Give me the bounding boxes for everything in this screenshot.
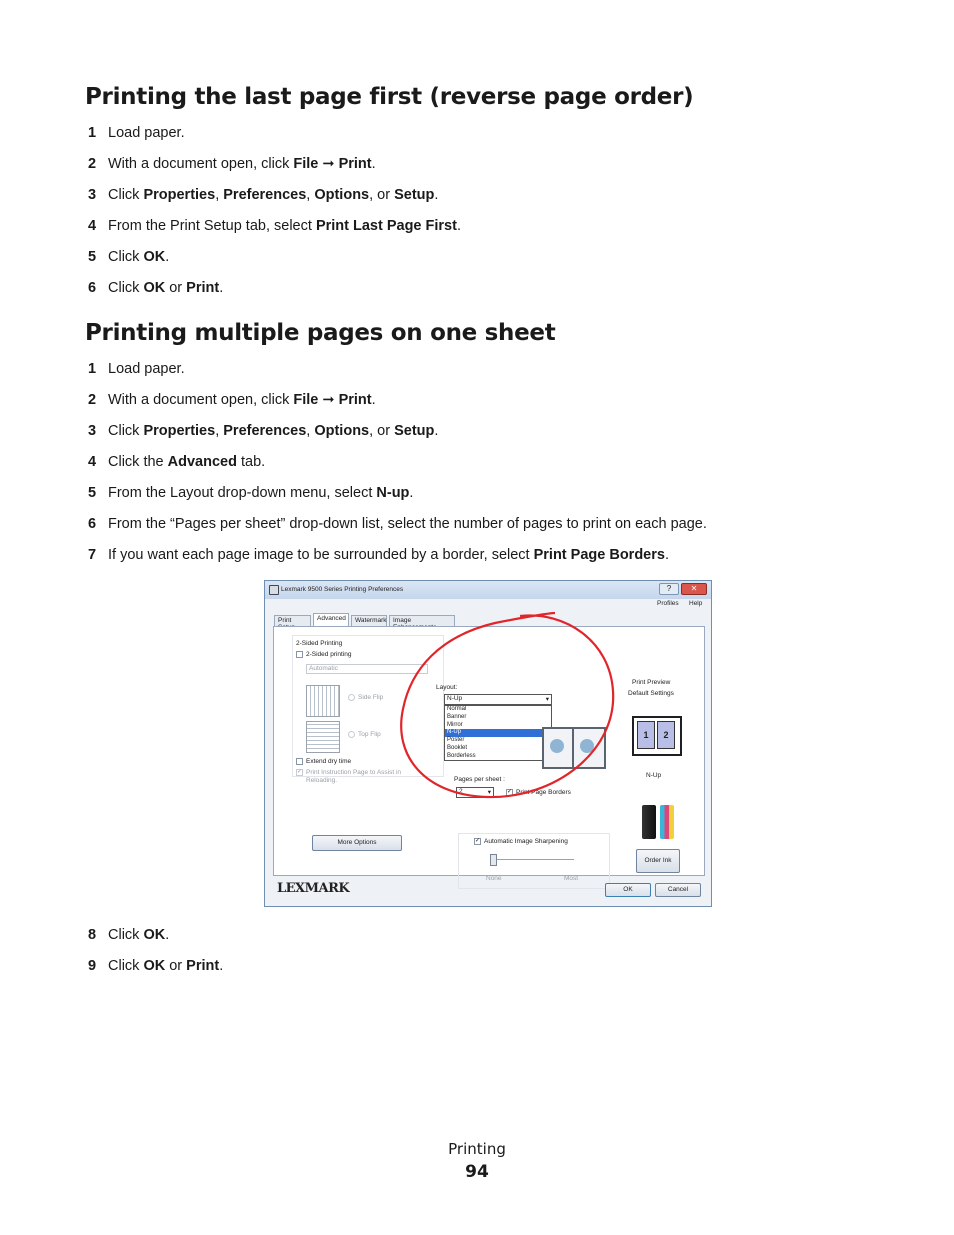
step-item xyxy=(88,248,169,266)
lexmark-logo: LEXMARK xyxy=(277,881,350,896)
layout-option[interactable]: Booklet xyxy=(447,744,468,751)
step-emphasis: Properties xyxy=(143,187,216,203)
step-text: tab. xyxy=(236,454,266,470)
two-sided-checkbox[interactable] xyxy=(296,651,303,658)
step-emphasis: Setup xyxy=(394,187,435,203)
step-number: 8 xyxy=(88,927,97,943)
step-text: . xyxy=(434,423,439,439)
section-heading-multiple-pages: Printing multiple pages on one sheet xyxy=(85,320,556,346)
sharpening-slider-handle[interactable] xyxy=(490,854,497,866)
layout-select-value: N-Up xyxy=(447,695,463,702)
step-emphasis: OK xyxy=(143,280,166,296)
step-item xyxy=(88,279,223,297)
two-sided-group-label: 2-Sided Printing xyxy=(296,640,343,647)
pages-per-sheet-label: Pages per sheet : xyxy=(454,776,505,783)
step-emphasis: OK xyxy=(143,927,166,943)
step-emphasis: Options xyxy=(314,187,370,203)
pages-per-sheet-value: 2 xyxy=(459,788,463,795)
top-flip-label: Top Flip xyxy=(358,731,381,738)
step-emphasis: File xyxy=(293,156,319,172)
step-number: 4 xyxy=(88,218,97,234)
step-number: 2 xyxy=(88,392,97,408)
auto-sharpening-checkbox[interactable]: ✓ xyxy=(475,838,481,844)
step-text: , xyxy=(215,423,224,439)
step-text: or xyxy=(165,280,187,296)
step-number: 3 xyxy=(88,423,97,439)
preview-caption: N-Up xyxy=(646,772,662,779)
step-item xyxy=(88,391,376,409)
step-text: Click the xyxy=(108,454,168,470)
step-emphasis: Print xyxy=(186,280,220,296)
step-number: 5 xyxy=(88,485,97,501)
print-instruction-checkbox[interactable]: ✓ xyxy=(297,769,303,775)
preview-page-1: 1 xyxy=(637,721,655,749)
layout-option[interactable]: Poster xyxy=(447,737,465,744)
extend-dry-label: Extend dry time xyxy=(306,758,352,765)
step-number: 7 xyxy=(88,547,97,563)
tab-print-setup[interactable]: Print xyxy=(274,615,311,627)
step-emphasis: Print Last Page First xyxy=(315,218,457,234)
chevron-down-icon: ▾ xyxy=(545,696,549,703)
more-options-button[interactable]: More Options xyxy=(312,835,402,851)
footer-section-name: Printing xyxy=(448,1140,506,1158)
layout-option[interactable]: Borderless xyxy=(447,752,476,759)
step-text: . xyxy=(456,218,461,234)
photo-globe-icon xyxy=(550,739,564,753)
close-icon[interactable]: ✕ xyxy=(681,583,707,595)
step-text: . xyxy=(434,187,439,203)
step-text: , xyxy=(306,423,315,439)
layout-option[interactable]: Normal xyxy=(447,706,467,712)
step-number: 9 xyxy=(88,958,97,974)
step-emphasis: Print xyxy=(338,156,372,172)
extend-dry-checkbox[interactable] xyxy=(296,758,303,765)
page-number: 94 xyxy=(465,1162,489,1182)
preview-page-2: 2 xyxy=(657,721,675,749)
sharpening-slider-track xyxy=(490,859,574,860)
step-text: . xyxy=(219,280,224,296)
step-text: Click xyxy=(108,187,144,203)
step-item xyxy=(88,422,438,440)
layout-label: Layout: xyxy=(436,684,458,691)
print-preview-label: Print Preview xyxy=(632,679,671,686)
ok-button[interactable]: OK xyxy=(605,883,651,897)
menu-profiles[interactable]: Profiles xyxy=(657,600,679,607)
step-emphasis: Print Page Borders xyxy=(533,547,665,563)
step-item xyxy=(88,453,265,471)
step-number: 4 xyxy=(88,454,97,470)
step-number: 6 xyxy=(88,516,97,532)
ink-cartridges-icon xyxy=(660,805,674,839)
step-emphasis: File xyxy=(293,392,319,408)
step-text: Click xyxy=(108,280,144,296)
step-text: Click xyxy=(108,423,144,439)
step-text: . xyxy=(165,249,170,265)
step-number: 6 xyxy=(88,280,97,296)
print-page-borders-checkbox[interactable]: ✓ xyxy=(507,789,513,795)
step-text: ➞ xyxy=(318,392,339,408)
slider-most-label: Most xyxy=(564,875,579,882)
default-settings-label: Default Settings xyxy=(628,690,674,697)
auto-sharpening-label: Automatic Image Sharpening xyxy=(484,838,568,845)
step-number: 1 xyxy=(88,125,97,141)
step-text: Load paper. xyxy=(108,125,185,141)
step-text: , or xyxy=(369,423,395,439)
step-emphasis: Preferences xyxy=(223,423,307,439)
step-emphasis: Properties xyxy=(143,423,216,439)
section-heading-reverse-order: Printing the last page first (reverse page order) xyxy=(85,84,694,110)
layout-option[interactable]: Banner xyxy=(447,713,467,720)
printer-icon xyxy=(269,585,279,595)
tab-watermark[interactable]: Watermark xyxy=(351,615,387,627)
print-page-borders-label: Print Page Borders xyxy=(516,789,571,796)
step-number: 2 xyxy=(88,156,97,172)
step-text: From the “Pages per sheet” drop-down list, select the number of pages to print on each page. xyxy=(108,516,707,532)
ink-cartridges-icon xyxy=(642,805,656,839)
help-icon[interactable]: ? xyxy=(659,583,679,595)
step-emphasis: OK xyxy=(143,249,166,265)
step-item xyxy=(88,360,185,378)
step-text: . xyxy=(371,156,376,172)
step-text: , xyxy=(306,187,315,203)
pages-per-sheet-select[interactable] xyxy=(456,787,494,798)
layout-select[interactable] xyxy=(444,694,552,705)
step-text: , xyxy=(215,187,224,203)
slider-none-label: None xyxy=(486,875,502,882)
step-item xyxy=(88,155,376,173)
advanced-panel xyxy=(273,626,705,882)
layout-option[interactable]: Mirror xyxy=(447,721,463,728)
step-item xyxy=(88,186,438,204)
top-flip-radio[interactable] xyxy=(348,731,355,738)
step-emphasis: OK xyxy=(143,958,166,974)
step-text: With a document open, click xyxy=(108,392,294,408)
step-item xyxy=(88,546,669,564)
step-text: or xyxy=(165,958,187,974)
step-item xyxy=(88,926,169,944)
step-emphasis: Print xyxy=(338,392,372,408)
layout-dropdown-list[interactable] xyxy=(444,705,552,761)
print-instruction-label-line2: Reloading. xyxy=(306,777,338,784)
step-emphasis: Print xyxy=(186,958,220,974)
print-instruction-label: Print Instruction Page to Assist in xyxy=(306,769,402,776)
printing-preferences-dialog-screenshot xyxy=(264,580,712,907)
menu-help[interactable]: Help xyxy=(689,600,703,607)
step-emphasis: Options xyxy=(314,423,370,439)
step-item xyxy=(88,957,223,975)
top-flip-icon xyxy=(306,721,340,753)
step-emphasis: Preferences xyxy=(223,187,307,203)
step-item xyxy=(88,217,461,235)
side-flip-radio[interactable] xyxy=(348,694,355,701)
step-text: Click xyxy=(108,249,144,265)
step-item xyxy=(88,484,413,502)
step-emphasis: Setup xyxy=(394,423,435,439)
tab-image-enhancements[interactable]: Image xyxy=(389,615,455,627)
step-item xyxy=(88,515,707,533)
step-item xyxy=(88,124,185,142)
step-text: , or xyxy=(369,187,395,203)
side-flip-label: Side Flip xyxy=(358,694,384,701)
step-number: 3 xyxy=(88,187,97,203)
step-text: From the Layout drop-down menu, select xyxy=(108,485,377,501)
photo-globe-icon xyxy=(580,739,594,753)
two-sided-mode-select[interactable]: Automatic xyxy=(306,664,428,674)
step-text: With a document open, click xyxy=(108,156,294,172)
step-text: Click xyxy=(108,958,144,974)
step-text: . xyxy=(165,927,170,943)
step-emphasis: N-up xyxy=(376,485,410,501)
dialog-title: Lexmark 9500 Series Printing Preferences xyxy=(281,586,404,593)
step-text: If you want each page image to be surrounded by a border, select xyxy=(108,547,534,563)
tab-advanced[interactable]: Advanced xyxy=(313,613,349,627)
two-sided-checkbox-label: 2-Sided printing xyxy=(306,651,352,658)
chevron-down-icon: ▾ xyxy=(487,789,491,796)
cancel-button[interactable]: Cancel xyxy=(655,883,701,897)
step-text: . xyxy=(219,958,224,974)
step-number: 5 xyxy=(88,249,97,265)
step-text: . xyxy=(409,485,414,501)
page-footer xyxy=(0,1140,954,1182)
layout-option[interactable]: N-Up xyxy=(445,729,551,737)
step-number: 1 xyxy=(88,361,97,377)
order-ink-button[interactable]: Order Ink xyxy=(636,849,680,873)
step-text: . xyxy=(664,547,669,563)
step-text: ➞ xyxy=(318,156,339,172)
step-text: Load paper. xyxy=(108,361,185,377)
step-text: From the Print Setup tab, select xyxy=(108,218,316,234)
side-flip-icon xyxy=(306,685,340,717)
step-text: Click xyxy=(108,927,144,943)
step-emphasis: Advanced xyxy=(167,454,237,470)
step-text: . xyxy=(371,392,376,408)
